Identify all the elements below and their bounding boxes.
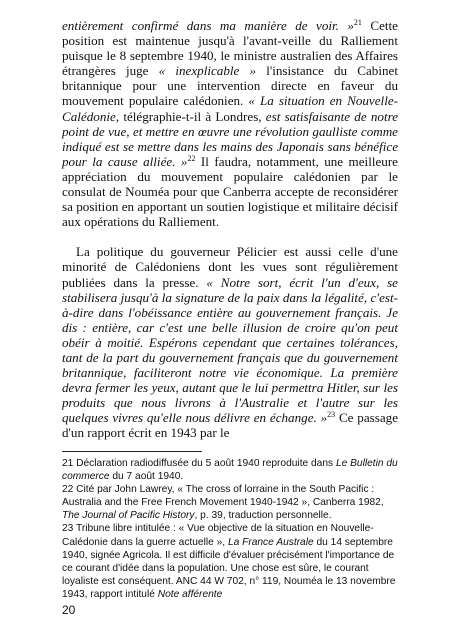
footnote-ref-21[interactable]: 21	[353, 18, 362, 27]
paragraph-1	[62, 18, 398, 229]
quote-situation-a: « La situation en Nouvelle-Calédonie	[62, 93, 398, 124]
footnote-separator	[62, 451, 202, 452]
body-text	[62, 18, 398, 441]
footnote-21-text-b: du 7 août 1940.	[109, 471, 184, 483]
page-number: 20	[62, 603, 76, 617]
paragraph-2-text-b: Ce passage d'un rapport écrit en 1943 par le	[62, 410, 399, 441]
footnote-ref-22[interactable]: 22	[187, 153, 196, 163]
footnote-23-title: La France Australe	[227, 536, 314, 548]
quote-fragment: entièrement confirmé dans ma manière de voir. »	[62, 18, 354, 33]
quote-inexplicable: « inexplicable »	[158, 63, 257, 79]
footnote-21-text-a: 21 Déclaration radiodiffusée du 5 août 1940 reproduite dans	[62, 458, 336, 469]
footnote-23-title-2: Note afférente	[157, 588, 223, 600]
footnote-21-title: Le Bulletin du commerce	[62, 458, 398, 483]
paragraph-2	[62, 244, 398, 440]
footnote-22-title: The Journal of Pacific History	[62, 510, 195, 522]
paragraph-2-text-a: La politique du gouverneur Pélicier est aussi celle d'une minorité de Calédoniens dont les vues sont régulièrement publiées dans la presse.	[62, 244, 398, 290]
footnote-23-text-a: 23 Tribune libre intitulée : « Vue objective de la situation en Nouvelle-Calédonie dans la guerre actuelle »,	[62, 523, 374, 548]
footnote-22-text-a: 22 Cité par John Lawrey, « The cross of lorraine in the South Pacific : Australia and the Free French Movement 1940-1942 », Canberra 1982,	[62, 484, 384, 509]
footnote-22-text-b: , p. 39, traduction personnelle.	[194, 510, 332, 522]
quote-notre-sort: « Notre sort, écrit l'un d'eux, se stabilisera jusqu'à la signature de la paix dans la légalité, c'est-à-dire dans l'obéissance entière au gouvernement français. Je dis : entière, car c'est une belle illusion de croire qu'on peut obéir à moitié. Espérons cependant que certaines tolérances, tant de la part du gouvernement français que du gouvernement britannique, faciliteront notre vie économique. La première devra fermer les yeux, autant que le lui permettra Hitler, sur les produits que nous livrons à l'Australie et l'autre sur les quelques vivres qu'elle nous délivre en échange. »	[62, 274, 398, 426]
paragraph-gap	[62, 229, 398, 244]
paragraph-1-text-a: Cette position est maintenue jusqu'à l'avant-veille du Ralliement puisque le 8 septembre 1940, le ministre australien des Affaires étrangères juge	[62, 18, 398, 79]
paragraph-1-text-c: , télégraphie-t-il à Londres,	[115, 108, 266, 124]
quote-situation-b: est satisfaisante de notre point de vue, et mettre en œuvre une révolution gaulliste comme indiqué est se mettre dans les mains des Japonais sans bénéfice pour la cause alliée. »	[62, 108, 399, 169]
footnote-ref-23[interactable]: 23	[327, 410, 336, 420]
footnote-21	[62, 457, 402, 483]
footnote-23	[62, 522, 402, 601]
footnote-23-text-b: du 14 septembre 1940, signée Agricola. Il est difficile d'évaluer précisément l'importance de ce courant d'idée dans la population. Une chose est sûre, le courant loyaliste est conséquent. ANC 44 W 702, n° 119, Nouméa le 13 novembre 1943, rapport intitulé	[62, 536, 396, 600]
footnotes	[62, 457, 402, 601]
paragraph-1-text-d: Il faudra, notamment, une meilleure appréciation du mouvement populaire calédonien par le consulat de Nouméa pour que Canberra accepte de reconsidérer sa position en apportant un soutien logistique et militaire décisif aux opérations du Ralliement.	[62, 153, 398, 230]
paragraph-1-text-b: l'insistance du Cabinet britannique pour une intervention directe en faveur du mouvement populaire calédonien.	[62, 63, 398, 109]
footnote-22	[62, 483, 402, 522]
